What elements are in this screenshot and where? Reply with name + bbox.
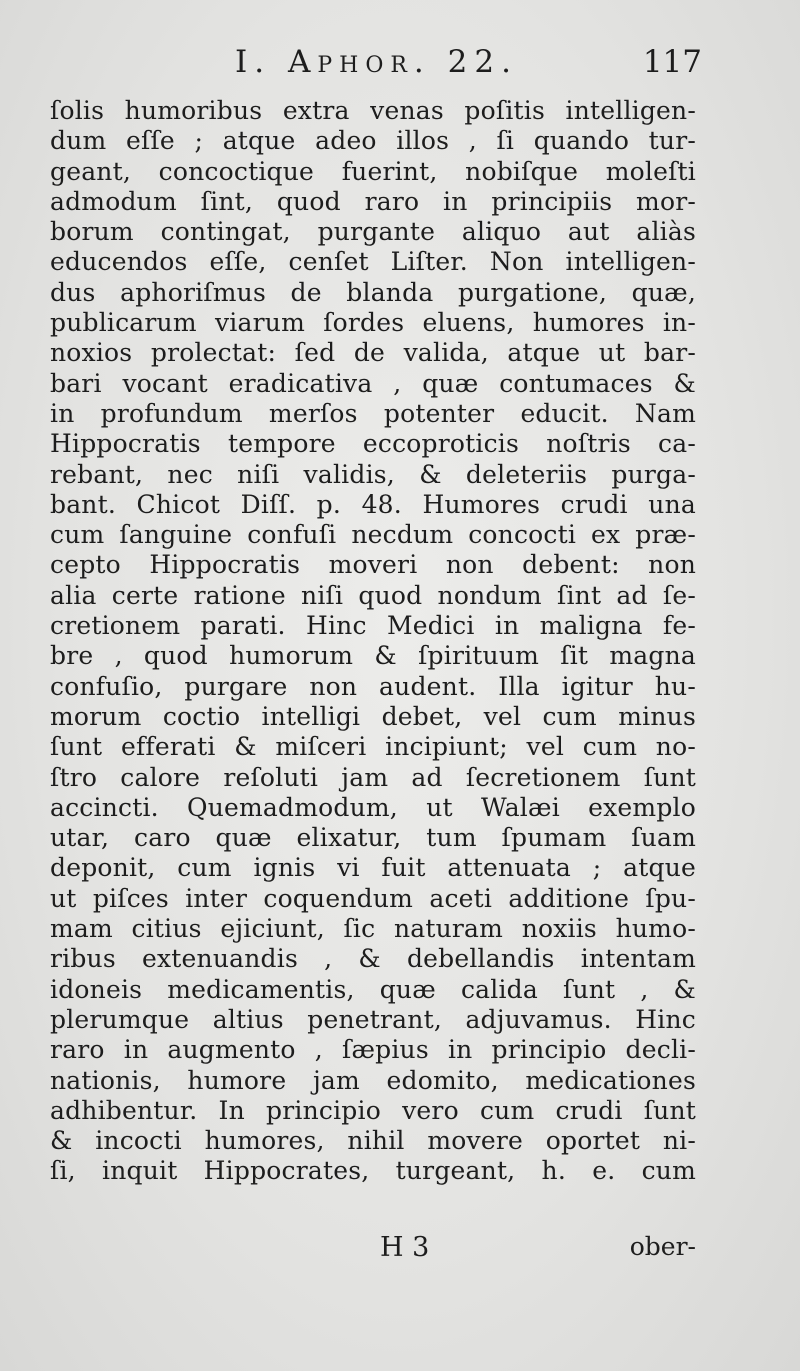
catchword: ober- <box>629 1232 696 1261</box>
text-line: educendos eſſe, cenſet Liſter. Non intelligen- <box>50 247 696 277</box>
text-line: morum coctio intelligi debet, vel cum minus <box>50 701 696 731</box>
text-line: admodum ſint, quod raro in principiis mor- <box>50 186 696 216</box>
text-line: plerumque altius penetrant, adjuvamus. Hinc <box>50 1004 696 1034</box>
text-line: confuſio, purgare non audent. Illa igitur hu- <box>50 671 696 701</box>
signature-mark: H 3 <box>380 1232 430 1263</box>
text-line: bre , quod humorum & ſpirituum ſit magna <box>50 641 696 671</box>
text-line: in profundum merſos potenter educit. Nam <box>50 398 696 428</box>
text-line: geant, concoctique fuerint, nobiſque moleſti <box>50 156 696 186</box>
text-line: bant. Chicot Diſſ. p. 48. Humores crudi una <box>50 489 696 519</box>
text-line: cum ſanguine confuſi necdum concocti ex præ- <box>50 520 696 550</box>
text-line: deponit, cum ignis vi fuit attenuata ; atque <box>50 853 696 883</box>
text-line: ſi, inquit Hippocrates, turgeant, h. e. cum <box>50 1156 696 1186</box>
body-text <box>50 96 696 1187</box>
text-line: raro in augmento , ſæpius in principio decli- <box>50 1035 696 1065</box>
running-head <box>0 44 800 88</box>
page-footer <box>0 1232 800 1272</box>
text-line: Hippocratis tempore eccoproticis noſtris ca- <box>50 429 696 459</box>
text-line: accincti. Quemadmodum, ut Walæi exemplo <box>50 792 696 822</box>
text-line: nationis, humore jam edomito, medicationes <box>50 1065 696 1095</box>
running-head-title: I. Aphor. 22. <box>235 44 518 80</box>
text-line: & incocti humores, nihil movere oportet ni- <box>50 1126 696 1156</box>
text-line: noxios prolectat: ſed de valida, atque ut bar- <box>50 338 696 368</box>
text-line: adhibentur. In principio vero cum crudi ſunt <box>50 1095 696 1125</box>
text-line: publicarum viarum ſordes eluens, humores in- <box>50 308 696 338</box>
text-line: ribus extenuandis , & debellandis intentam <box>50 944 696 974</box>
page-number: 117 <box>642 44 702 80</box>
text-line: bari vocant eradicativa , quæ contumaces & <box>50 368 696 398</box>
text-line: idoneis medicamentis, quæ calida ſunt , & <box>50 974 696 1004</box>
text-line: ut piſces inter coquendum aceti additione ſpu- <box>50 883 696 913</box>
text-line: utar, caro quæ elixatur, tum ſpumam ſuam <box>50 823 696 853</box>
text-line: cretionem parati. Hinc Medici in maligna fe- <box>50 611 696 641</box>
text-line: dus aphoriſmus de blanda purgatione, quæ, <box>50 277 696 307</box>
text-line: cepto Hippocratis moveri non debent: non <box>50 550 696 580</box>
text-line: ſunt efferati & miſceri incipiunt; vel cum no- <box>50 732 696 762</box>
text-line: dum eſſe ; atque adeo illos , ſi quando tur- <box>50 126 696 156</box>
text-line: alia certe ratione niſi quod nondum ſint ad ſe- <box>50 580 696 610</box>
text-line: borum contingat, purgante aliquo aut aliàs <box>50 217 696 247</box>
text-line: mam citius ejiciunt, ſic naturam noxiis humo- <box>50 914 696 944</box>
text-line: rebant, nec niſi validis, & deleteriis purga- <box>50 459 696 489</box>
text-line: ſolis humoribus extra venas poſitis intelligen- <box>50 96 696 125</box>
text-line: ſtro calore reſoluti jam ad ſecretionem ſunt <box>50 762 696 792</box>
